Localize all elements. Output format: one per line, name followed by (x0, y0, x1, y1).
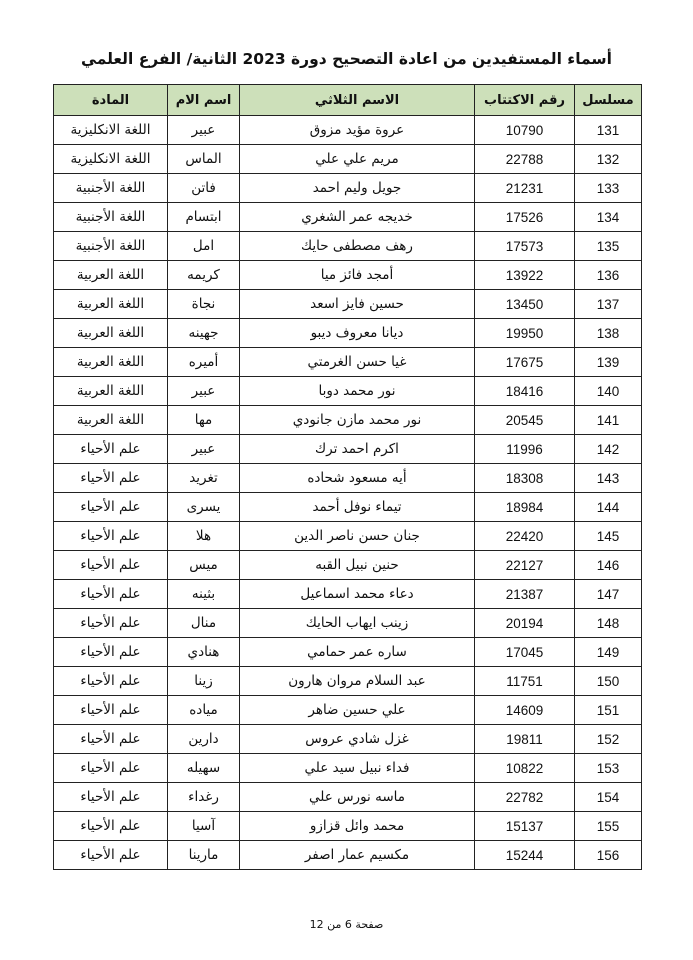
cell-subject: اللغة العربية (54, 290, 168, 319)
header-serial: مسلسل (575, 85, 642, 116)
table-row (54, 348, 642, 377)
table-row (54, 145, 642, 174)
cell-mother-name: ابتسام (168, 203, 240, 232)
cell-subject: اللغة الأجنبية (54, 174, 168, 203)
header-full-name: الاسم الثلاثي (240, 85, 475, 116)
cell-full-name: محمد وائل قزازو (240, 812, 475, 841)
table-row (54, 609, 642, 638)
cell-serial: 136 (575, 261, 642, 290)
cell-serial: 151 (575, 696, 642, 725)
cell-mother-name: رغداء (168, 783, 240, 812)
cell-subject: اللغة الانكليزية (54, 145, 168, 174)
cell-subject: علم الأحياء (54, 754, 168, 783)
cell-subject: اللغة الانكليزية (54, 116, 168, 145)
cell-mother-name: جهينه (168, 319, 240, 348)
cell-mother-name: نجاة (168, 290, 240, 319)
cell-reg-no: 15137 (475, 812, 575, 841)
header-reg-no: رقم الاكتتاب (475, 85, 575, 116)
cell-subject: علم الأحياء (54, 522, 168, 551)
cell-mother-name: آسيا (168, 812, 240, 841)
cell-serial: 133 (575, 174, 642, 203)
cell-mother-name: عبير (168, 377, 240, 406)
cell-serial: 145 (575, 522, 642, 551)
cell-reg-no: 11751 (475, 667, 575, 696)
cell-full-name: جويل وليم احمد (240, 174, 475, 203)
cell-serial: 143 (575, 464, 642, 493)
cell-full-name: علي حسين ضاهر (240, 696, 475, 725)
cell-reg-no: 22782 (475, 783, 575, 812)
cell-subject: علم الأحياء (54, 667, 168, 696)
cell-subject: اللغة الأجنبية (54, 203, 168, 232)
cell-mother-name: الماس (168, 145, 240, 174)
cell-serial: 155 (575, 812, 642, 841)
cell-full-name: غزل شادي عروس (240, 725, 475, 754)
cell-subject: علم الأحياء (54, 435, 168, 464)
cell-serial: 135 (575, 232, 642, 261)
cell-reg-no: 17045 (475, 638, 575, 667)
cell-mother-name: بثينه (168, 580, 240, 609)
cell-full-name: مريم علي علي (240, 145, 475, 174)
table-row (54, 551, 642, 580)
table-row (54, 754, 642, 783)
cell-serial: 153 (575, 754, 642, 783)
table-row (54, 406, 642, 435)
cell-subject: علم الأحياء (54, 551, 168, 580)
cell-full-name: زينب ايهاب الحايك (240, 609, 475, 638)
cell-reg-no: 22127 (475, 551, 575, 580)
table-row (54, 696, 642, 725)
cell-reg-no: 22788 (475, 145, 575, 174)
cell-serial: 139 (575, 348, 642, 377)
cell-mother-name: امل (168, 232, 240, 261)
cell-full-name: نور محمد دوبا (240, 377, 475, 406)
cell-serial: 150 (575, 667, 642, 696)
cell-full-name: حسين فايز اسعد (240, 290, 475, 319)
cell-full-name: عبد السلام مروان هارون (240, 667, 475, 696)
cell-subject: اللغة العربية (54, 377, 168, 406)
cell-reg-no: 10790 (475, 116, 575, 145)
cell-subject: علم الأحياء (54, 638, 168, 667)
cell-serial: 148 (575, 609, 642, 638)
table-body (54, 116, 642, 870)
table-row (54, 667, 642, 696)
cell-reg-no: 17675 (475, 348, 575, 377)
cell-reg-no: 18416 (475, 377, 575, 406)
table-row (54, 232, 642, 261)
cell-mother-name: ميس (168, 551, 240, 580)
cell-mother-name: كريمه (168, 261, 240, 290)
cell-serial: 131 (575, 116, 642, 145)
header-subject: المادة (54, 85, 168, 116)
cell-mother-name: سهيله (168, 754, 240, 783)
cell-reg-no: 15244 (475, 841, 575, 870)
cell-full-name: ماسه نورس علي (240, 783, 475, 812)
cell-serial: 152 (575, 725, 642, 754)
page-footer: صفحة 6 من 12 (309, 918, 384, 931)
table-row (54, 319, 642, 348)
table-row (54, 493, 642, 522)
cell-mother-name: مياده (168, 696, 240, 725)
cell-mother-name: هنادي (168, 638, 240, 667)
cell-full-name: فداء نبيل سيد علي (240, 754, 475, 783)
cell-subject: علم الأحياء (54, 464, 168, 493)
cell-serial: 142 (575, 435, 642, 464)
cell-full-name: ساره عمر حمامي (240, 638, 475, 667)
cell-full-name: تيماء نوفل أحمد (240, 493, 475, 522)
table-row (54, 725, 642, 754)
cell-full-name: جنان حسن ناصر الدين (240, 522, 475, 551)
cell-subject: علم الأحياء (54, 609, 168, 638)
cell-reg-no: 19811 (475, 725, 575, 754)
cell-reg-no: 13922 (475, 261, 575, 290)
cell-subject: علم الأحياء (54, 696, 168, 725)
cell-subject: علم الأحياء (54, 841, 168, 870)
cell-subject: علم الأحياء (54, 493, 168, 522)
cell-reg-no: 11996 (475, 435, 575, 464)
table-header-row (54, 85, 642, 116)
cell-mother-name: مها (168, 406, 240, 435)
cell-serial: 141 (575, 406, 642, 435)
cell-reg-no: 22420 (475, 522, 575, 551)
table-row (54, 174, 642, 203)
cell-full-name: خديجه عمر الشغري (240, 203, 475, 232)
cell-reg-no: 18984 (475, 493, 575, 522)
cell-full-name: مكسيم عمار اصفر (240, 841, 475, 870)
table-row (54, 116, 642, 145)
cell-reg-no: 14609 (475, 696, 575, 725)
cell-serial: 134 (575, 203, 642, 232)
cell-subject: اللغة العربية (54, 319, 168, 348)
cell-subject: اللغة العربية (54, 261, 168, 290)
cell-mother-name: فاتن (168, 174, 240, 203)
results-table (53, 84, 642, 870)
cell-serial: 146 (575, 551, 642, 580)
cell-mother-name: منال (168, 609, 240, 638)
cell-mother-name: هلا (168, 522, 240, 551)
cell-full-name: أمجد فائز ميا (240, 261, 475, 290)
cell-subject: علم الأحياء (54, 812, 168, 841)
cell-full-name: نور محمد مازن جانودي (240, 406, 475, 435)
table-row (54, 638, 642, 667)
cell-serial: 140 (575, 377, 642, 406)
table-row (54, 812, 642, 841)
cell-subject: اللغة العربية (54, 348, 168, 377)
cell-reg-no: 17573 (475, 232, 575, 261)
cell-reg-no: 13450 (475, 290, 575, 319)
table-row (54, 522, 642, 551)
table-row (54, 203, 642, 232)
table-row (54, 435, 642, 464)
cell-mother-name: تغريد (168, 464, 240, 493)
table-row (54, 290, 642, 319)
cell-full-name: أيه مسعود شحاده (240, 464, 475, 493)
cell-serial: 144 (575, 493, 642, 522)
cell-full-name: رهف مصطفى حايك (240, 232, 475, 261)
cell-full-name: اكرم احمد ترك (240, 435, 475, 464)
cell-reg-no: 21387 (475, 580, 575, 609)
cell-full-name: حنين نبيل القبه (240, 551, 475, 580)
cell-serial: 149 (575, 638, 642, 667)
cell-full-name: غيا حسن الغرمتي (240, 348, 475, 377)
cell-serial: 132 (575, 145, 642, 174)
cell-reg-no: 17526 (475, 203, 575, 232)
cell-reg-no: 20545 (475, 406, 575, 435)
cell-mother-name: أميره (168, 348, 240, 377)
cell-serial: 154 (575, 783, 642, 812)
cell-subject: علم الأحياء (54, 725, 168, 754)
cell-mother-name: عبير (168, 116, 240, 145)
cell-reg-no: 19950 (475, 319, 575, 348)
cell-full-name: دعاء محمد اسماعيل (240, 580, 475, 609)
cell-serial: 147 (575, 580, 642, 609)
cell-full-name: عروة مؤيد مزوق (240, 116, 475, 145)
table-row (54, 261, 642, 290)
cell-subject: اللغة الأجنبية (54, 232, 168, 261)
page-title: أسماء المستفيدين من اعادة التصحيح دورة 2023 الثانية/ الفرع العلمي (81, 50, 612, 68)
cell-subject: علم الأحياء (54, 580, 168, 609)
cell-full-name: ديانا معروف ديبو (240, 319, 475, 348)
cell-mother-name: مارينا (168, 841, 240, 870)
cell-serial: 138 (575, 319, 642, 348)
table-row (54, 580, 642, 609)
cell-reg-no: 18308 (475, 464, 575, 493)
header-mother-name: اسم الام (168, 85, 240, 116)
cell-reg-no: 10822 (475, 754, 575, 783)
table-row (54, 464, 642, 493)
cell-subject: علم الأحياء (54, 783, 168, 812)
cell-serial: 156 (575, 841, 642, 870)
cell-mother-name: يسرى (168, 493, 240, 522)
cell-serial: 137 (575, 290, 642, 319)
table-row (54, 377, 642, 406)
table-row (54, 783, 642, 812)
table-row (54, 841, 642, 870)
cell-mother-name: عبير (168, 435, 240, 464)
cell-subject: اللغة العربية (54, 406, 168, 435)
cell-mother-name: زينا (168, 667, 240, 696)
cell-mother-name: دارين (168, 725, 240, 754)
cell-reg-no: 20194 (475, 609, 575, 638)
cell-reg-no: 21231 (475, 174, 575, 203)
